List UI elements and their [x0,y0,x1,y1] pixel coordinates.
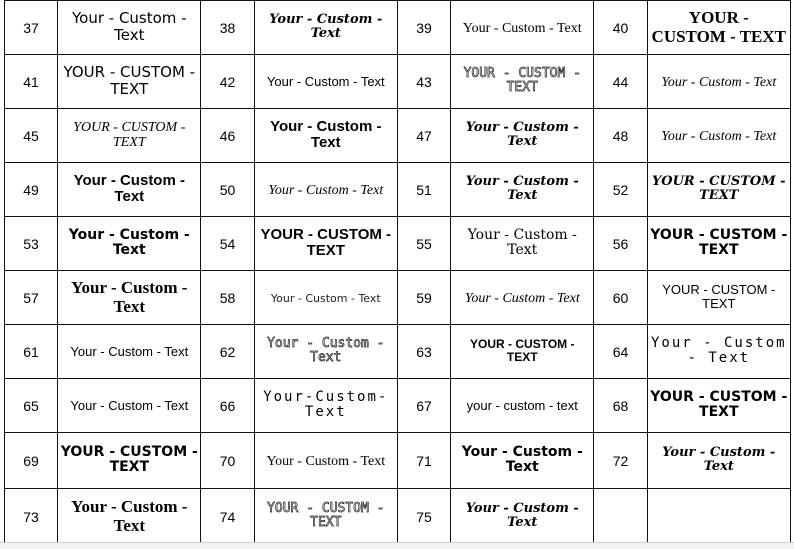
font-number: 44 [594,55,647,109]
font-sample-text: YOUR - CUSTOM - TEXT [651,7,787,46]
font-sample-text: YOUR - CUSTOM - TEXT [260,225,392,260]
font-number: 39 [397,1,450,55]
font-sample-cell [647,379,790,433]
table-row [5,1,791,55]
font-number: 60 [594,271,647,325]
font-sample-cell [647,109,790,163]
font-number: 63 [397,325,450,379]
font-sample-cell [647,55,790,109]
font-sample-text: Your - Custom - Text [73,171,185,206]
font-sample-cell [58,433,201,489]
font-sample-text: YOUR - CUSTOM - TEXT [650,389,788,421]
font-sample-text: Your - Custom - Text [465,120,579,150]
font-sample-text: YOUR - CUSTOM - TEXT [63,63,196,98]
font-number: 52 [594,163,647,217]
font-number: 53 [5,217,58,271]
font-sample-text: Your - Custom - Text [270,117,382,152]
font-number: 75 [397,489,450,545]
font-sample-cell [451,433,594,489]
font-number: 50 [201,163,254,217]
font-sample-text: Your - Custom - Text [661,74,777,90]
font-sample-cell [58,325,201,379]
font-number: 38 [201,1,254,55]
font-number: 61 [5,325,58,379]
font-number: 47 [397,109,450,163]
font-sample-text: Your - Custom - Text [68,227,190,259]
font-sample-cell [58,109,201,163]
font-sample-cell [647,217,790,271]
font-sample-text: Your - Custom - Text [461,444,583,476]
font-number: 48 [594,109,647,163]
font-sample-text: YOUR - CUSTOM - TEXT [662,281,776,311]
font-sample-cell [451,1,594,55]
font-sample-text: Your - Custom - Text [462,20,582,36]
font-number: 51 [397,163,450,217]
font-sample-text: Your - Custom - Text [266,73,385,89]
font-sample-text: Your - Custom - Text [270,291,381,305]
font-sample-text: Your - Custom - Text [268,182,384,198]
font-number: 62 [201,325,254,379]
table-row [5,55,791,109]
table-row [5,325,791,379]
font-number: 42 [201,55,254,109]
font-sample-cell [451,325,594,379]
font-sample-text: YOUR - CUSTOM - TEXT [60,444,198,476]
font-sample-cell [58,271,201,325]
font-number: 56 [594,217,647,271]
font-sample-cell [254,489,397,545]
font-sample-cell [451,163,594,217]
font-sample-cell [647,1,790,55]
font-sample-cell [254,325,397,379]
font-number: 70 [201,433,254,489]
font-sample-text: Your - Custom - Text [662,445,776,475]
table-row [5,163,791,217]
font-sample-cell [58,55,201,109]
table-row [5,489,791,545]
font-sample-text: Your - Custom - Text [70,343,189,359]
table-row [5,217,791,271]
font-sample-cell [451,109,594,163]
table-row [5,271,791,325]
table-row [5,109,791,163]
font-sample-text: Your - Custom - Text [661,128,777,144]
font-sample-cell [58,217,201,271]
font-number: 46 [201,109,254,163]
font-sample-table [4,0,791,545]
table-row [5,433,791,489]
font-sample-text: Your - Custom - Text [266,453,386,469]
font-number: 45 [5,109,58,163]
font-sample-text: Your - Custom - Text [465,501,579,531]
font-number: 65 [5,379,58,433]
font-number: 49 [5,163,58,217]
font-sample-text: Your - Custom - Text [71,496,188,535]
font-sample-body [5,1,791,545]
font-number: 37 [5,1,58,55]
font-sample-cell [647,433,790,489]
font-sample-text: Your - Custom - Text [267,336,385,366]
font-sample-cell [254,433,397,489]
font-sample-cell [647,489,790,545]
font-sample-text: Your-Custom-Text [263,389,389,421]
font-sample-text: YOUR - CUSTOM - TEXT [73,120,186,151]
font-sample-cell [254,271,397,325]
font-number: 74 [201,489,254,545]
font-sample-cell [58,163,201,217]
font-number: 72 [594,433,647,489]
font-sample-cell [58,489,201,545]
font-number: 69 [5,433,58,489]
font-sample-cell [254,379,397,433]
font-sample-text: Your - Custom - Text [71,9,187,44]
font-sample-text: Your - Custom - Text [650,335,787,367]
font-number: 73 [5,489,58,545]
font-sample-text: Your - Custom - Text [464,290,580,306]
font-sample-cell [58,1,201,55]
font-number: 71 [397,433,450,489]
font-number: 58 [201,271,254,325]
font-number: 67 [397,379,450,433]
font-sample-cell [451,379,594,433]
font-sample-cell [58,379,201,433]
font-sample-cell [647,325,790,379]
font-sample-text: YOUR - CUSTOM - TEXT [651,174,786,204]
font-sample-text: YOUR - CUSTOM - TEXT [463,66,581,96]
font-number: 66 [201,379,254,433]
font-sample-text: Your - Custom - Text [269,12,383,42]
font-sample-cell [254,55,397,109]
font-sample-text: Your - Custom - Text [467,227,577,259]
font-number: 57 [5,271,58,325]
font-number: 41 [5,55,58,109]
font-sample-text: Your - Custom - Text [465,174,579,204]
font-sample-cell [451,55,594,109]
font-sample-cell [647,163,790,217]
font-number: 43 [397,55,450,109]
font-number: 55 [397,217,450,271]
font-sample-text: Your - Custom - Text [70,397,189,413]
font-number: 40 [594,1,647,55]
font-number: 68 [594,379,647,433]
font-sample-cell [254,109,397,163]
font-number: 64 [594,325,647,379]
font-sample-text: YOUR - CUSTOM - TEXT [650,227,788,259]
font-sample-cell [451,271,594,325]
font-sample-cell [647,271,790,325]
font-number [594,489,647,545]
font-sample-cell [254,1,397,55]
font-sample-cell [451,489,594,545]
font-sample-cell [254,217,397,271]
font-number: 54 [201,217,254,271]
table-row [5,379,791,433]
font-sample-cell [451,217,594,271]
font-sample-text: YOUR - CUSTOM - TEXT [470,336,575,364]
font-sample-cell [254,163,397,217]
font-sample-text: your - custom - text [466,397,578,413]
font-sample-text: YOUR - CUSTOM - TEXT [267,501,385,531]
font-sample-text: Your - Custom - Text [71,277,188,316]
font-number: 59 [397,271,450,325]
